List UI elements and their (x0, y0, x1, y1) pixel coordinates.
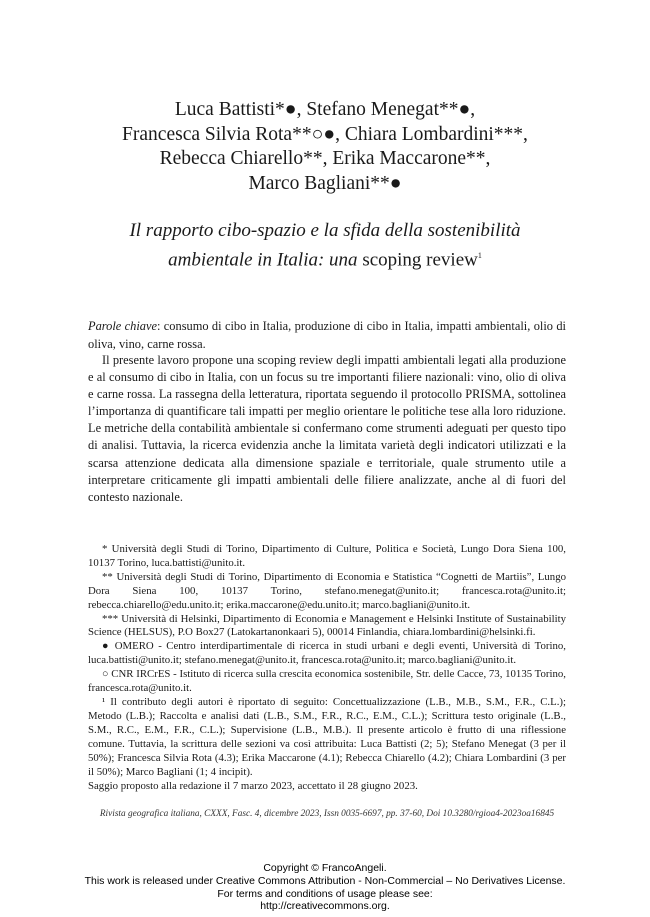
terms-line: For terms and conditions of usage please see: (217, 887, 433, 900)
author-list (60, 98, 590, 196)
footnote-affiliation-2: ** Università degli Studi di Torino, Dipartimento di Economia e Statistica “Cognetti de Martiis”, Lungo Dora Siena 100, 10137 Torino, stefano.menegat@unito.it; francesca.rota@unito.it; rebecca.chiarello@edu.unito.it; erika.maccarone@edu.unito.it; marco.bagliani@unito.it. (88, 570, 566, 611)
article-title (60, 218, 590, 272)
submission-dates: Saggio proposto alla redazione il 7 marzo 2023, accettato il 28 giugno 2023. (88, 780, 418, 793)
license-url: http://creativecommons.org. (260, 900, 390, 913)
title-line-2 (60, 243, 590, 272)
author-line: Marco Bagliani**● (248, 172, 402, 194)
title-footnote-mark: 1 (477, 251, 482, 260)
journal-citation: Rivista geografica italiana, CXXX, Fasc. 4, dicembre 2023, Issn 0035-6697, pp. 37-60, Doi 10.3280/rgioa4-2023oa16845 (99, 809, 555, 819)
author-line: Rebecca Chiarello**, Erika Maccarone**, (159, 148, 491, 169)
title-italic-part: ambientale in Italia: una (168, 249, 363, 271)
title-roman-part: scoping review (362, 249, 478, 271)
footnotes (88, 543, 566, 794)
footnote-affiliation-3: *** Università di Helsinki, Dipartimento di Economia e Management e Helsinki Institute of Sustainability Science (HELSUS), P.O Box27 (Latokartanonkaari 5), 00014 Finlandia, chiara.lombardini@helsinki.fi. (88, 612, 566, 639)
footnote-author-contribution: ¹ Il contributo degli autori è riportato di seguito: Concettualizzazione (L.B., M.B., S.M., F.R., C.L.); Metodo (L.B.); Raccolta e analisi dati (L.B., S.M., F.R., R.C., E.M., C.L.); Scrittura testo originale (L.B., S.M., R.C., E.M., F.R., C.L.); Supervisione (L.B., M.B.). Il presente articolo è frutto di una riflessione comune. Tuttavia, la scrittura delle sezioni va così attribuita: Luca Battisti (2; 5); Stefano Menegat (3 per il 50%); Francesca Silvia Rota (4.3); Erika Maccarone (4.1); Rebecca Chiarello (4.2); Chiara Lombardini (3 per il 50%); Marco Bagliani (1; 4 incipit). (88, 695, 566, 778)
abstract-text: Il presente lavoro propone una scoping review degli impatti ambientali legati alla produzione e al consumo di cibo in Italia, con un focus su tre importanti filiere nazionali: vino, olio di oliva e carne rossa. La rassegna della letteratura, riportata seguendo il protocollo PRISMA, sottolinea l’importanza di quantificare tali impatti per meglio orientare le politiche tese alla loro riduzione. Le metriche della contabilità ambientale si confermano come strumenti adeguati per questo tipo di analisi. Tuttavia, la ricerca evidenzia anche la limitata varietà degli indicatori utilizzati e la scarsa attenzione dedicata alla dimensione spaziale e territoriale, quale strumento utile a interpretare criticamente gli impatti ambientali delle filiere analizzate, anche al di fuori del contesto nazionale. (88, 353, 566, 504)
keywords (88, 318, 566, 353)
footnote-affiliation-5: ○ CNR IRCrES - Istituto di ricerca sulla crescita economica sostenibile, Str. delle Cacce, 73, 10135 Torino, francesca.rota@unito.it. (88, 668, 566, 695)
author-line: Francesca Silvia Rota**○●, Chiara Lombardini***, (122, 123, 528, 145)
keywords-label: Parole chiave (88, 319, 157, 333)
keywords-text: : consumo di cibo in Italia, produzione di cibo in Italia, impatti ambientali, olio di oliva, vino, carne rossa. (88, 319, 566, 351)
footnote-affiliation-1: * Università degli Studi di Torino, Dipartimento di Culture, Politica e Società, Lungo Dora Siena 100, 10137 Torino, luca.battisti@unito.it. (88, 543, 566, 569)
footnote-affiliation-4: ● OMERO - Centro interdipartimentale di ricerca in studi urbani e degli eventi, Università di Torino, luca.battisti@unito.it; stefano.menegat@unito.it, francesca.rota@unito.it; marco.bagliani@unito.it. (88, 640, 566, 667)
copyright-line: Copyright © FrancoAngeli. (263, 862, 387, 874)
title-line-1: Il rapporto cibo-spazio e la sfida della sostenibilità (129, 220, 521, 241)
license-notice (0, 862, 650, 913)
license-line: This work is released under Creative Commons Attribution - Non-Commercial – No Derivatives License. (84, 874, 566, 887)
author-line: Luca Battisti*●, Stefano Menegat**●, (174, 99, 476, 120)
